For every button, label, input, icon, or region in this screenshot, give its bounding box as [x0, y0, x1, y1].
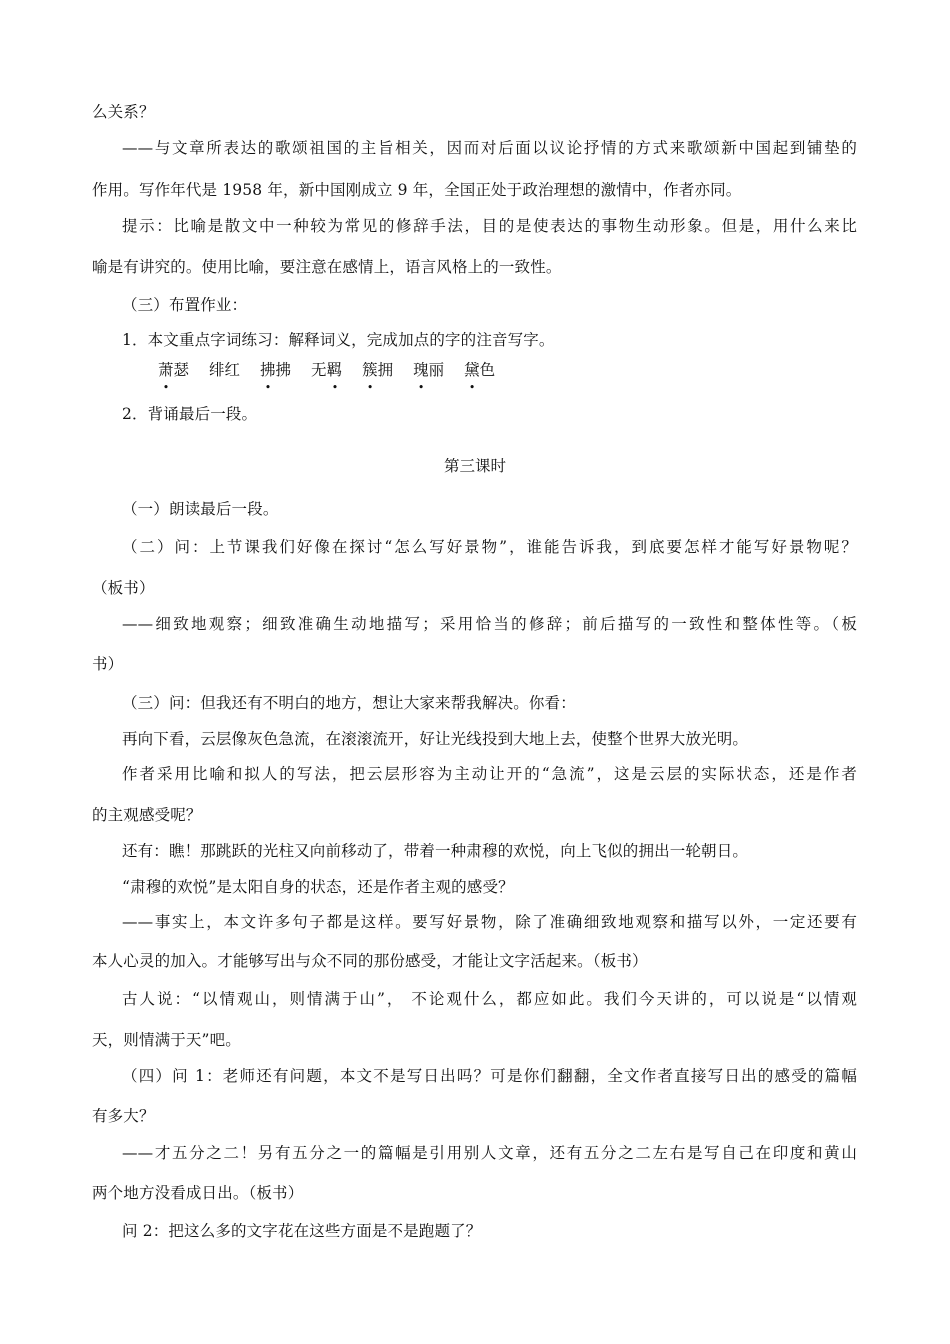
paragraph-line: 再向下看，云层像灰色急流，在滚滚流开，好让光线投到大地上去，使整个世界大放光明。 [122, 730, 749, 748]
vocab-word: 黛色 • [464, 361, 496, 394]
paragraph-line: （一）朗读最后一段。 [122, 500, 279, 518]
vocabulary-row [158, 360, 515, 394]
paragraph-line: ——才五分之二！另有五分之一的篇幅是引用别人文章，还有五分之二左右是写自己在印度和黄山 [122, 1144, 857, 1162]
emphasis-dot: • [366, 381, 374, 394]
paragraph-line: ——与文章所表达的歌颂祖国的主旨相关，因而对后面以议论抒情的方式来歌颂新中国起到铺垫的 [122, 139, 857, 157]
paragraph-line: 1．本文重点字词练习：解释词义，完成加点的字的注音写字。 [122, 331, 555, 349]
paragraph-line: 本人心灵的加入。才能够写出与众不同的那份感受，才能让文字活起来。（板书） [92, 952, 648, 970]
paragraph-line: 两个地方没看成日出。（板书） [92, 1184, 304, 1202]
paragraph-line: （二）问：上节课我们好像在探讨“怎么写好景物”，谁能告诉我，到底要怎样才能写好景物呢？ [122, 538, 857, 556]
paragraph-line: （三）布置作业： [122, 296, 248, 314]
paragraph-line: （四）问 1：老师还有问题，本文不是写日出吗？可是你们翻翻，全文作者直接写日出的感受的篇幅 [122, 1067, 857, 1085]
paragraph-line: 还有：瞧！那跳跃的光柱又向前移动了，带着一种肃穆的欢悦，向上飞似的拥出一轮朝日。 [122, 842, 749, 860]
paragraph-line: 有多大？ [92, 1107, 155, 1125]
paragraph-line: 提示：比喻是散文中一种较为常见的修辞手法，目的是使表达的事物生动形象。但是，用什么来比 [122, 217, 857, 235]
paragraph-line: 问 2：把这么多的文字花在这些方面是不是跑题了？ [122, 1222, 482, 1240]
paragraph-line: “肃穆的欢悦”是太阳自身的状态，还是作者主观的感受？ [122, 878, 514, 896]
paragraph-line: ——细致地观察；细致准确生动地描写；采用恰当的修辞；前后描写的一致性和整体性等。（板 [122, 615, 857, 633]
paragraph-line: 古人说：“以情观山，则情满于山”， 不论观什么，都应如此。我们今天讲的，可以说是“以情观 [122, 990, 857, 1008]
paragraph-line: 2．背诵最后一段。 [122, 405, 258, 423]
paragraph-line: 的主观感受呢？ [92, 806, 202, 824]
vocab-word: 拂拂 • [260, 361, 292, 394]
vocab-word: 瑰丽 • [413, 361, 445, 394]
vocab-word: 萧瑟 • [158, 361, 190, 394]
paragraph-line: （三）问：但我还有不明白的地方，想让大家来帮我解决。你看： [122, 694, 576, 712]
paragraph-line: （板书） [92, 579, 155, 597]
paragraph-line: 作用。写作年代是 1958 年，新中国刚成立 9 年，全国正处于政治理想的激情中，作者亦同。 [92, 181, 742, 199]
vocab-word: 簇拥 • [362, 361, 394, 394]
vocab-word: 绯红 [209, 361, 241, 379]
emphasis-dot: • [264, 381, 272, 394]
emphasis-dot: • [468, 381, 476, 394]
paragraph-line: 天，则情满于天”吧。 [92, 1031, 241, 1049]
emphasis-dot: • [162, 381, 170, 394]
emphasis-dot: • [331, 381, 339, 394]
vocab-word: 无羁 • [311, 361, 343, 394]
paragraph-line: ——事实上，本文许多句子都是这样。要写好景物，除了准确细致地观察和描写以外，一定还要有 [122, 913, 857, 931]
paragraph-line: 书） [92, 655, 124, 673]
section-heading: 第三课时 [443, 457, 506, 475]
paragraph-line: 喻是有讲究的。使用比喻，要注意在感情上，语言风格上的一致性。 [92, 258, 562, 276]
emphasis-dot: • [417, 381, 425, 394]
paragraph-line: 么关系？ [92, 103, 155, 121]
paragraph-line: 作者采用比喻和拟人的写法，把云层形容为主动让开的“急流”，这是云层的实际状态，还是作者 [122, 765, 857, 783]
